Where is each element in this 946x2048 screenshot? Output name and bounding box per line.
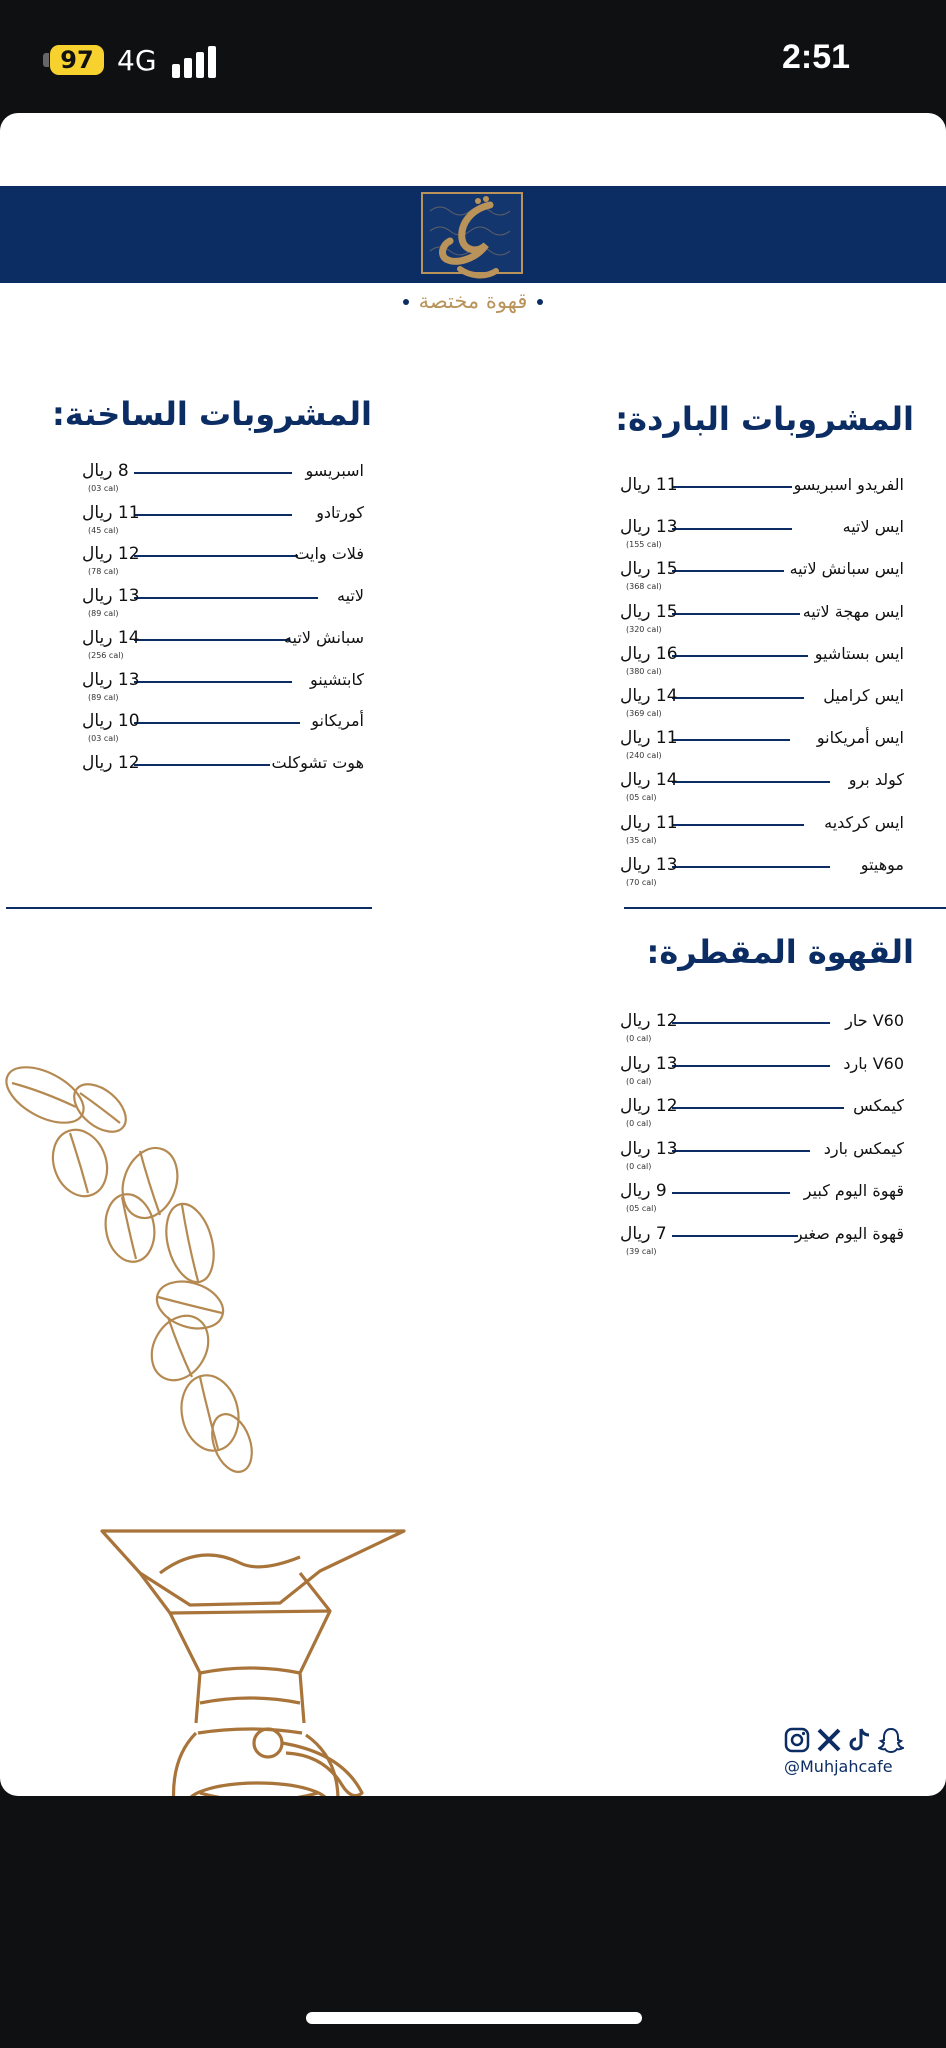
item-name: ايس لاتيه: [842, 517, 904, 537]
item-calories: (320 cal): [626, 624, 662, 634]
item-calories: (45 cal): [88, 525, 119, 535]
item-leader-line: [672, 1107, 844, 1109]
item-price: 13 ريال: [620, 1138, 678, 1159]
drip-coffee-title: القهوة المقطرة:: [646, 933, 914, 971]
menu-item-row: [620, 1011, 904, 1051]
item-leader-line: [672, 1022, 830, 1024]
item-name: ايس كراميل: [823, 686, 904, 705]
item-leader-line: [672, 570, 784, 572]
item-calories: (368 cal): [626, 582, 662, 592]
x-icon[interactable]: [816, 1727, 842, 1753]
item-calories: (70 cal): [626, 877, 657, 887]
instagram-icon[interactable]: [784, 1727, 810, 1753]
battery-cap: [43, 53, 49, 67]
item-price: 11 ريال: [82, 502, 140, 523]
item-leader-line: [672, 866, 830, 868]
item-name: V60 حار: [845, 1011, 904, 1030]
item-name: ايس بستاشيو: [814, 643, 904, 663]
item-leader-line: [672, 613, 800, 615]
item-leader-line: [672, 781, 830, 783]
item-leader-line: [672, 1192, 790, 1194]
menu-item-row: [82, 711, 364, 751]
menu-page: [0, 113, 946, 1796]
item-name: كيمكس بارد: [823, 1138, 904, 1158]
item-name: هوت تشوكلت: [271, 752, 364, 772]
item-leader-line: [672, 824, 804, 826]
item-price: 12 ريال: [82, 752, 140, 773]
item-calories: (380 cal): [626, 666, 662, 676]
menu-item-row: [620, 517, 904, 557]
menu-item-row: [620, 855, 904, 895]
menu-item-row: [620, 1224, 904, 1264]
item-name: كابتشينو: [310, 669, 364, 689]
menu-item-row: [82, 503, 364, 543]
snapchat-icon[interactable]: [878, 1727, 904, 1753]
menu-item-row: [82, 544, 364, 584]
item-name: كورتادو: [316, 502, 364, 522]
item-leader-line: [134, 722, 300, 724]
item-name: موهيتو: [860, 854, 904, 874]
item-name: ايس أمريكانو: [816, 728, 904, 748]
item-leader-line: [672, 655, 808, 657]
item-leader-line: [672, 739, 790, 741]
item-calories: (155 cal): [626, 540, 662, 550]
menu-item-row: [620, 728, 904, 768]
item-leader-line: [134, 764, 270, 766]
item-price: 7 ريال: [620, 1224, 667, 1244]
item-calories: (0 cal): [626, 1076, 652, 1086]
item-leader-line: [134, 597, 318, 599]
item-price: 14 ريال: [82, 627, 140, 648]
menu-item-row: [620, 686, 904, 726]
status-bar: [0, 0, 946, 113]
menu-item-row: [82, 753, 364, 793]
item-name: سبانش لاتيه: [283, 627, 364, 647]
menu-item-row: [620, 475, 904, 515]
item-leader-line: [134, 514, 292, 516]
item-calories: (0 cal): [626, 1161, 652, 1171]
item-calories: (369 cal): [626, 709, 662, 718]
hot-drinks-title: المشروبات الساخنة:: [51, 395, 372, 433]
section-divider-right: [624, 907, 946, 909]
menu-item-row: [620, 770, 904, 810]
item-name: الفريدو اسبريسو: [793, 475, 904, 494]
social-handle[interactable]: @Muhjahcafe: [784, 1757, 893, 1776]
item-leader-line: [672, 1235, 798, 1237]
item-price: 11 ريال: [620, 475, 678, 495]
home-indicator[interactable]: [306, 2012, 642, 2024]
item-leader-line: [672, 1065, 830, 1067]
item-calories: (0 cal): [626, 1119, 652, 1129]
item-name: فلات وايت: [294, 544, 364, 564]
item-name: كيمكس: [853, 1096, 904, 1116]
item-leader-line: [672, 528, 792, 530]
item-price: 11 ريال: [620, 812, 678, 833]
item-calories: (05 cal): [626, 793, 657, 803]
menu-item-row: [620, 644, 904, 684]
item-leader-line: [134, 639, 290, 641]
item-name: قهوة اليوم كبير: [803, 1181, 904, 1201]
brand-tagline: قهوة مختصة: [0, 289, 946, 313]
item-price: 9 ريال: [620, 1181, 667, 1202]
item-name: كولد برو: [848, 770, 904, 790]
chemex-illustration: [0, 1043, 420, 1796]
item-calories: (89 cal): [88, 692, 119, 702]
item-price: 14 ريال: [620, 770, 678, 791]
item-price: 13 ريال: [82, 669, 140, 690]
signal-icon: [172, 46, 218, 78]
menu-item-row: [620, 1054, 904, 1094]
brand-logo: [420, 191, 524, 291]
section-divider-left: [6, 907, 372, 909]
item-calories: (39 cal): [626, 1247, 657, 1256]
item-price: 12 ريال: [82, 544, 140, 565]
item-calories: (03 cal): [88, 484, 119, 493]
item-leader-line: [672, 486, 792, 488]
menu-item-row: [620, 813, 904, 853]
item-calories: (78 cal): [88, 567, 119, 577]
item-calories: (89 cal): [88, 609, 119, 619]
menu-item-row: [620, 1139, 904, 1179]
item-name: قهوة اليوم صغير: [794, 1224, 904, 1243]
item-price: 15 ريال: [620, 559, 678, 580]
item-price: 11 ريال: [620, 728, 678, 749]
item-name: V60 بارد: [843, 1053, 904, 1073]
item-leader-line: [134, 472, 292, 474]
menu-item-row: [620, 559, 904, 599]
menu-item-row: [620, 1181, 904, 1221]
item-name: اسبريسو: [305, 461, 364, 480]
menu-item-row: [82, 670, 364, 710]
menu-item-row: [82, 461, 364, 501]
menu-item-row: [620, 1096, 904, 1136]
item-price: 13 ريال: [82, 586, 140, 607]
item-calories: (05 cal): [626, 1204, 657, 1214]
item-calories: (0 cal): [626, 1034, 652, 1043]
battery-indicator: 97: [50, 45, 104, 75]
item-price: 14 ريال: [620, 686, 678, 706]
item-name: لاتيه: [337, 586, 364, 606]
status-time: 2:51: [782, 38, 851, 76]
item-leader-line: [672, 1150, 810, 1152]
item-name: ايس مهجة لاتيه: [802, 601, 904, 621]
item-name: ايس سبانش لاتيه: [789, 559, 904, 579]
item-price: 13 ريال: [620, 1053, 678, 1074]
item-name: ايس كركديه: [824, 812, 904, 832]
menu-item-row: [82, 586, 364, 626]
item-price: 8 ريال: [82, 461, 129, 481]
item-price: 12 ريال: [620, 1096, 678, 1117]
item-calories: (03 cal): [88, 734, 119, 744]
item-leader-line: [672, 697, 804, 699]
item-price: 13 ريال: [620, 854, 678, 875]
item-calories: (35 cal): [626, 835, 657, 845]
item-calories: (256 cal): [88, 650, 124, 660]
menu-item-row: [82, 628, 364, 668]
menu-item-row: [620, 602, 904, 642]
cold-drinks-title: المشروبات الباردة:: [615, 400, 914, 438]
item-price: 10 ريال: [82, 711, 140, 732]
network-type: 4G: [117, 44, 157, 77]
item-name: أمريكانو: [311, 711, 364, 731]
item-price: 13 ريال: [620, 517, 678, 538]
item-price: 16 ريال: [620, 643, 678, 664]
tiktok-icon[interactable]: [848, 1727, 872, 1753]
item-leader-line: [134, 681, 292, 683]
social-links: [784, 1725, 904, 1776]
item-leader-line: [134, 555, 298, 557]
item-price: 12 ريال: [620, 1011, 678, 1031]
item-calories: (240 cal): [626, 751, 662, 761]
item-price: 15 ريال: [620, 601, 678, 622]
